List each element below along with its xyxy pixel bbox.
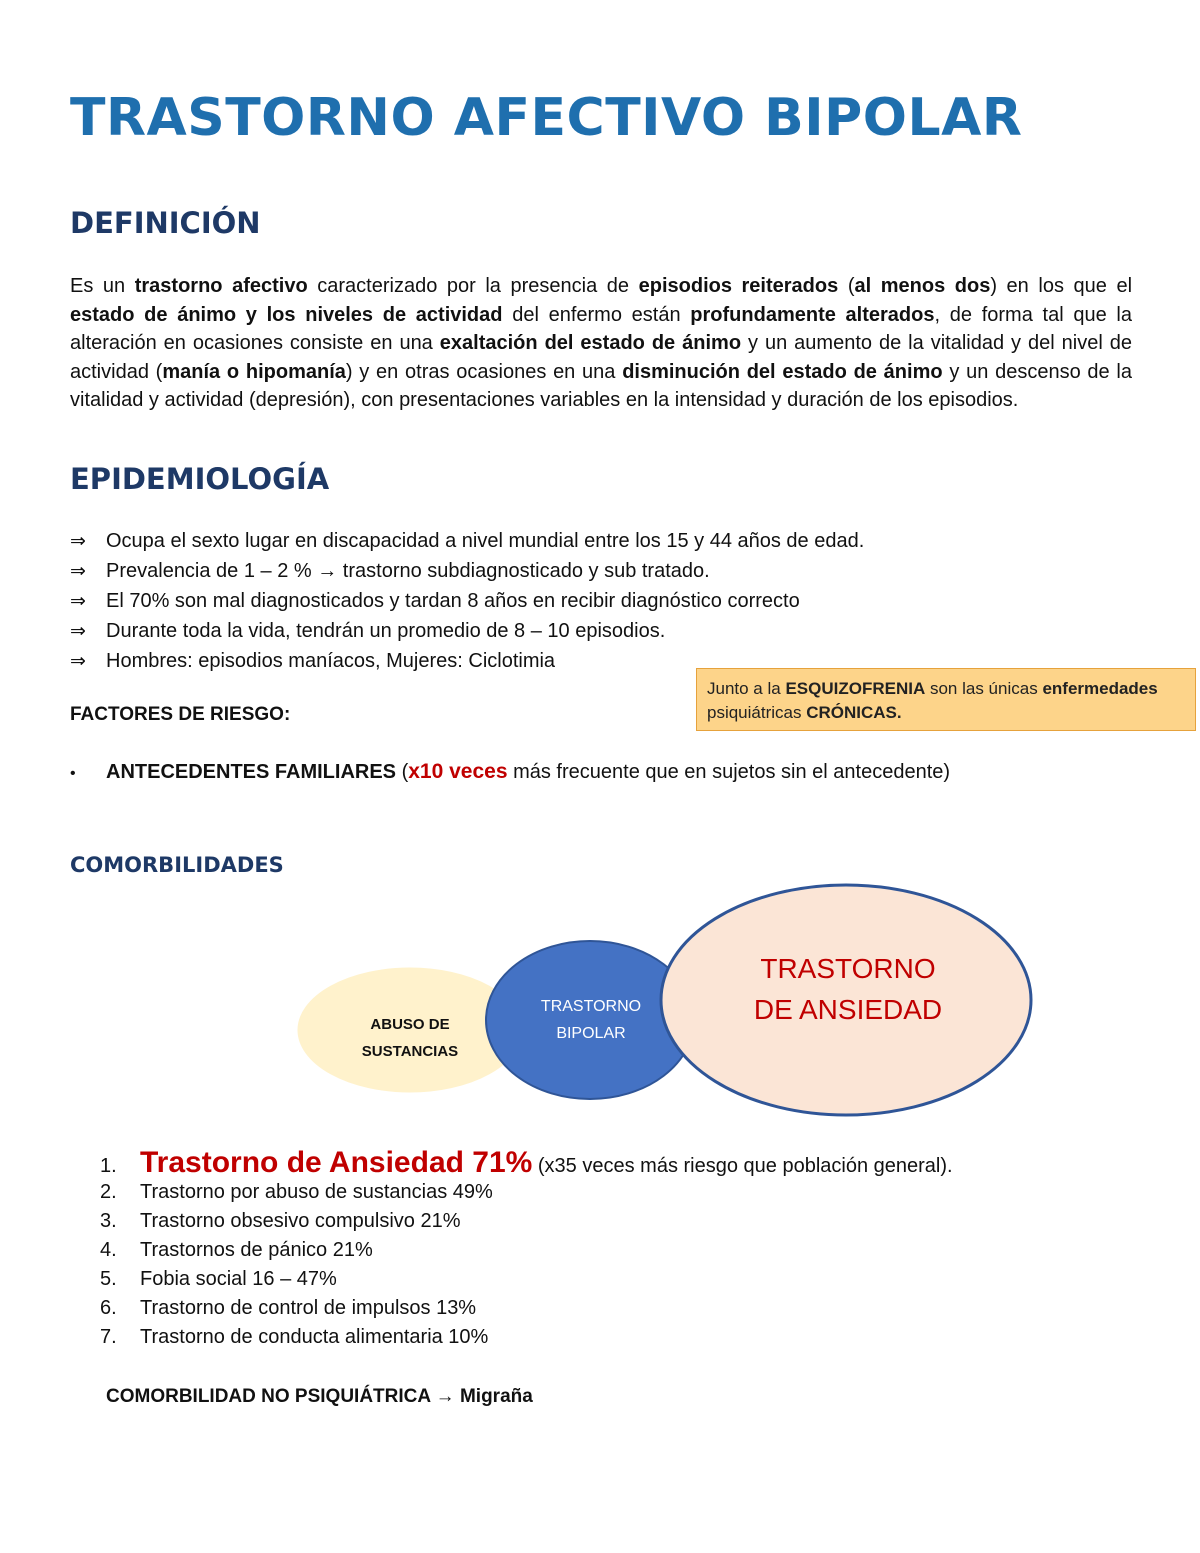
list-item: 3. Trastorno obsesivo compulsivo 21% — [100, 1210, 461, 1232]
ansiedad-label-line1: TRASTORNO — [760, 953, 936, 984]
body-text: y un aumento de la vitalidad y del nivel de actividad ( — [70, 332, 1132, 383]
body-text: ( — [838, 275, 855, 297]
body-text: psiquiátricas — [707, 703, 807, 722]
factores-label: FACTORES DE RIESGO: — [70, 704, 291, 725]
emphasis-text: al menos dos — [854, 275, 991, 297]
comorbilidades-heading: COMORBILIDADES — [70, 853, 284, 877]
ansiedad-label-line2: DE ANSIEDAD — [753, 994, 943, 1025]
emphasis-text: ESQUIZOFRENIA — [785, 679, 926, 698]
emphasis-text: enfermedades — [1042, 679, 1158, 698]
comorbilidades-diagram — [290, 880, 1050, 1120]
body-text: Es un — [70, 275, 135, 297]
cronicas-callout — [696, 668, 1196, 731]
abuso-label-line1: ABUSO DE — [370, 1016, 450, 1033]
page-title: TRASTORNO AFECTIVO BIPOLAR — [70, 88, 1023, 148]
emphasis-text: estado de ánimo y los niveles de actividad — [70, 303, 503, 326]
bullet-icon: • — [70, 765, 76, 782]
list-item: 1. Trastorno de Ansiedad 71% (x35 veces más riesgo que población general). — [100, 1146, 953, 1179]
emphasis-text: disminución del estado de ánimo — [622, 360, 943, 383]
body-text: , de forma tal que la alteración en ocasiones consiste en una — [70, 303, 1132, 354]
abuso-label-line2: SUSTANCIAS — [361, 1043, 459, 1060]
emphasis-text: trastorno afectivo — [134, 275, 308, 297]
emphasis-text: episodios reiterados — [638, 275, 839, 297]
arrow-marker-icon: ⇒ — [70, 530, 86, 552]
body-text: caracterizado por la presencia de — [307, 275, 639, 297]
emphasis-text: CRÓNICAS. — [806, 703, 902, 722]
arrow-marker-icon: ⇒ — [70, 620, 86, 642]
list-item: ⇒ Ocupa el sexto lugar en discapacidad a nivel mundial entre los 15 y 44 años de edad. — [70, 526, 864, 556]
body-text: del enfermo están — [502, 303, 691, 326]
body-text: ) en los que el — [990, 275, 1133, 297]
list-item: ⇒ El 70% son mal diagnosticados y tardan 8 años en recibir diagnóstico correcto — [70, 586, 864, 616]
list-item: ⇒ Hombres: episodios maníacos, Mujeres: Ciclotimia — [70, 646, 864, 676]
definicion-paragraph — [70, 272, 1132, 415]
list-item: 2. Trastorno por abuso de sustancias 49% — [100, 1181, 493, 1203]
factores-item: • ANTECEDENTES FAMILIARES (x10 veces más frecuente que en sujetos sin el antecedente) — [70, 760, 951, 783]
list-item: ⇒ Durante toda la vida, tendrán un promedio de 8 – 10 episodios. — [70, 616, 864, 646]
body-text: son las únicas — [925, 679, 1043, 698]
list-item: 5. Fobia social 16 – 47% — [100, 1268, 337, 1290]
definicion-heading: DEFINICIÓN — [70, 206, 261, 240]
bipolar-label-line1: TRASTORNO — [540, 998, 642, 1015]
emphasis-text: exaltación del estado de ánimo — [439, 332, 742, 354]
emphasis-text: profundamente alterados — [690, 303, 935, 326]
list-item: 7. Trastorno de conducta alimentaria 10% — [100, 1326, 489, 1348]
arrow-marker-icon: ⇒ — [70, 560, 86, 582]
list-item: 4. Trastornos de pánico 21% — [100, 1239, 373, 1261]
emphasis-text: manía o hipomanía — [162, 360, 346, 383]
comorbilidad-no-psiquiatrica: COMORBILIDAD NO PSIQUIÁTRICA → Migraña — [106, 1386, 533, 1407]
arrow-marker-icon: ⇒ — [70, 590, 86, 612]
bipolar-label-line2: BIPOLAR — [556, 1025, 626, 1042]
epidemiologia-list — [70, 526, 864, 676]
body-text: ) y en otras ocasiones en una — [345, 360, 623, 383]
list-item: ⇒ Prevalencia de 1 – 2 % → trastorno subdiagnosticado y sub tratado. — [70, 556, 864, 586]
list-item: 6. Trastorno de control de impulsos 13% — [100, 1297, 477, 1319]
body-text: y un descenso de la vitalidad y actividad (depresión), con presentaciones variables en la intensidad y duración de los episodios. — [70, 360, 1132, 411]
body-text: Junto a la — [707, 679, 786, 698]
epidemiologia-heading: EPIDEMIOLOGÍA — [70, 462, 330, 496]
arrow-marker-icon: ⇒ — [70, 650, 86, 672]
comorbilidades-list — [100, 1140, 953, 1352]
